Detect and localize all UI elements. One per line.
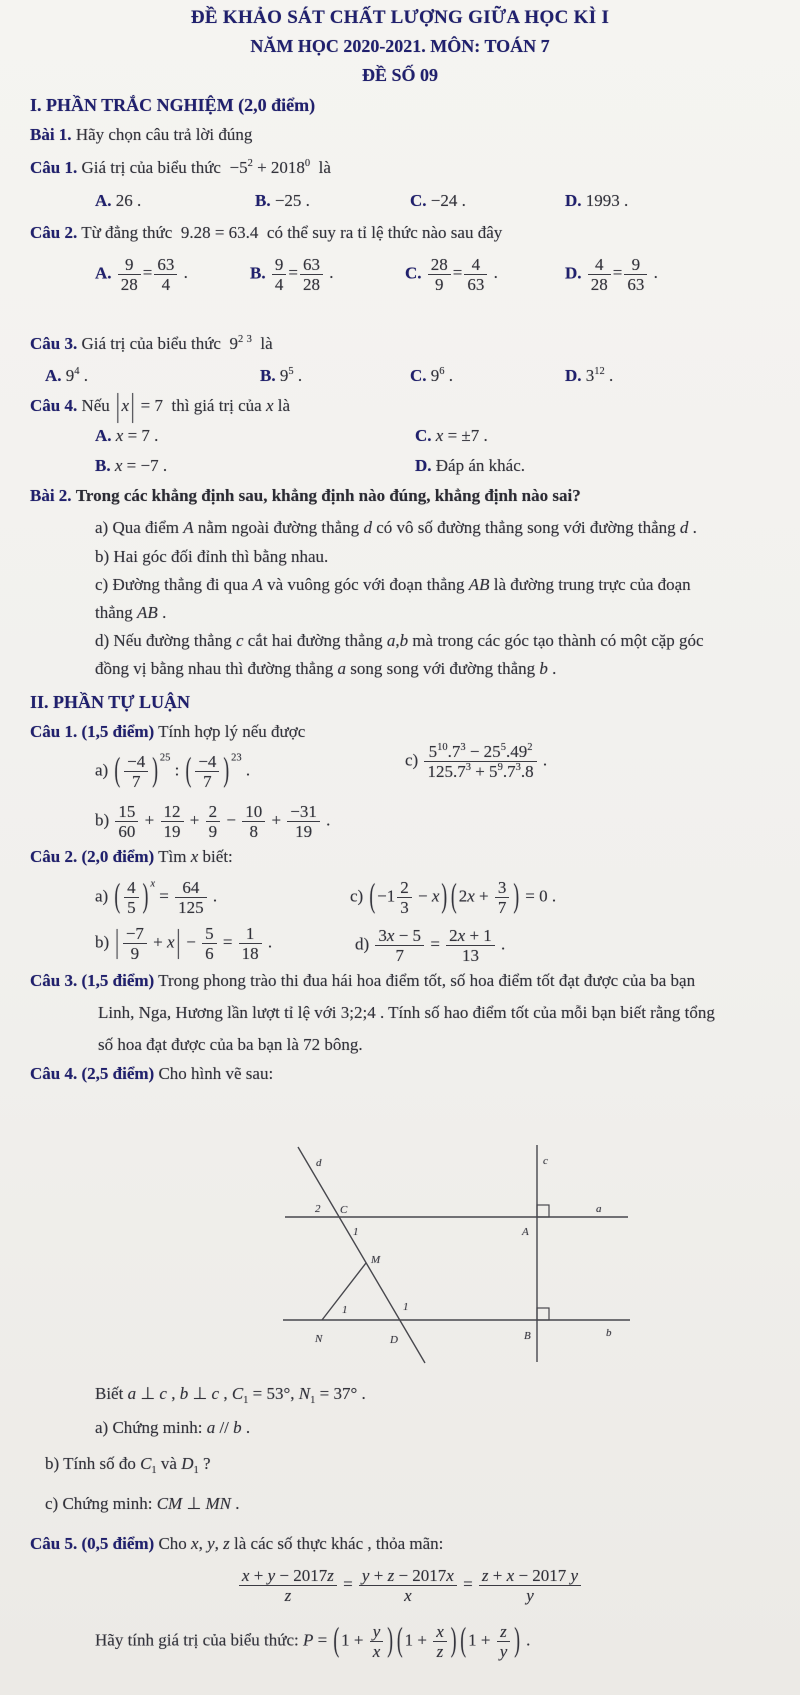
q2-option-c xyxy=(405,255,498,294)
figure-canvas xyxy=(260,1080,660,1370)
q1-option-b-key: B. xyxy=(255,191,271,210)
q3-option-c-key: C. xyxy=(410,366,427,385)
essay-q3-label: Câu 3. (1,5 điểm) xyxy=(30,971,155,990)
question-1-text: Giá trị của biểu thức $-5^2 + 2018^0$ là xyxy=(81,158,331,177)
essay-q3-line2: Linh, Nga, Hương lần lượt tỉ lệ với 3;2;4 . Tính số hao điểm tốt của mỗi bạn biết rằng tổng xyxy=(98,1003,715,1022)
q1-option-c xyxy=(410,190,466,211)
q1-option-d-value: 1993 . xyxy=(585,191,629,210)
question-4-stem xyxy=(30,387,291,424)
q3-option-d-value: $3^{12}$ . xyxy=(585,366,614,385)
question-4-text: Nếu | x | = 7 thì giá trị của x là xyxy=(81,387,291,424)
essay-q5-expression: Hãy tính giá trị của biểu thức: P = ( 1 + $\frac{y}{x}$ ) ( 1 + $\frac{x}{z}$ ) ( 1 + $\frac{z}{y}$ ) . xyxy=(95,1620,531,1662)
essay-q4-given: Biết a ⊥ c , b ⊥ c , $C_1 = 53^\circ$, $N_1 = 37^\circ$ . xyxy=(95,1384,366,1406)
figure-label-angle-c1: 1 xyxy=(353,1226,359,1238)
essay-q1-part-a: a) ( $\frac{-4}{7}$ ) $^{25}$ : ( $\frac{-4}{7}$ ) $^{23}$ . xyxy=(95,750,251,792)
bai2-line xyxy=(30,485,581,506)
q2-option-c-value: $\frac{28}{9}$ = $\frac{4}{63}$ . xyxy=(426,263,498,282)
right-angle-marker-b xyxy=(537,1308,549,1320)
section-1-heading: I. PHẦN TRẮC NGHIỆM (2,0 điểm) xyxy=(30,95,316,115)
q4-option-a xyxy=(95,425,158,446)
bai2-item-d-cont: đồng vị bằng nhau thì đường thẳng a song song với đường thẳng b . xyxy=(95,659,557,678)
essay-q5-stem xyxy=(30,1533,443,1554)
question-1-stem xyxy=(30,157,331,178)
q2-option-d-key: D. xyxy=(565,263,582,283)
essay-q2-stem xyxy=(30,846,233,867)
exam-title-line1: ĐỀ KHẢO SÁT CHẤT LƯỢNG GIỮA HỌC KÌ I xyxy=(190,7,610,28)
bai2-item-c-cont: thẳng AB . xyxy=(95,603,167,622)
question-1-label: Câu 1. xyxy=(30,158,78,177)
q2-option-c-key: C. xyxy=(405,263,422,283)
essay-q4-part-b: b) Tính số đo $C_1$ và $D_1$ ? xyxy=(45,1454,211,1476)
bai2-text: Trong các khẳng định sau, khẳng định nào đúng, khẳng định nào sai? xyxy=(75,486,581,505)
essay-q2-text: Tìm x biết: xyxy=(158,847,233,866)
essay-q3-line3: số hoa đạt được của ba bạn là 72 bông. xyxy=(98,1035,363,1054)
figure-label-angle-d1: 1 xyxy=(403,1301,409,1313)
figure-label-point-c: C xyxy=(340,1204,348,1216)
bai2-label: Bài 2. xyxy=(30,486,72,505)
q3-option-a-key: A. xyxy=(45,366,62,385)
q3-option-a xyxy=(45,365,88,386)
question-2-label: Câu 2. xyxy=(30,223,78,242)
essay-q5-text: Cho x, y, z là các số thực khác , thỏa mãn: xyxy=(158,1534,444,1553)
essay-q2-part-b: b) | $\frac{-7}{9}$ + x | − $\frac{5}{6}$ = $\frac{1}{18}$ . xyxy=(95,923,273,964)
figure-label-line-c: c xyxy=(543,1155,548,1167)
section-2-heading: II. PHẦN TỰ LUẬN xyxy=(30,692,191,712)
q4-option-d-value: Đáp án khác. xyxy=(435,456,525,475)
q2-option-d xyxy=(565,255,658,294)
q4-option-a-value: x = 7 . xyxy=(115,426,159,445)
essay-q1-part-b: b) $\frac{15}{60}$ + $\frac{12}{19}$ + $\frac{2}{9}$ − $\frac{10}{8}$ + $\frac{-31}{19}$ . xyxy=(95,802,331,842)
figure-label-line-d: d xyxy=(316,1157,322,1169)
exam-title-line2: NĂM HỌC 2020-2021. MÔN: TOÁN 7 xyxy=(250,36,550,56)
q4-option-a-key: A. xyxy=(95,426,112,445)
question-3-label: Câu 3. xyxy=(30,334,78,353)
q3-option-c-value: $9^6$ . xyxy=(430,366,454,385)
q2-option-b-key: B. xyxy=(250,263,266,283)
q1-option-a-key: A. xyxy=(95,191,112,210)
essay-q1-stem xyxy=(30,721,305,742)
q3-option-b xyxy=(260,365,302,386)
q1-option-b xyxy=(255,190,310,211)
q4-option-c xyxy=(415,425,488,446)
q3-option-c xyxy=(410,365,453,386)
question-2-stem xyxy=(30,222,502,243)
q1-option-c-value: −24 . xyxy=(430,191,466,210)
essay-q2-part-a: a) ( $\frac{4}{5}$ ) $^x$ = $\frac{64}{125}$ . xyxy=(95,876,218,918)
exam-title-line3: ĐỀ SỐ 09 xyxy=(361,65,439,85)
bai1-line xyxy=(30,124,252,145)
q1-option-d-key: D. xyxy=(565,191,582,210)
q1-option-a xyxy=(95,190,141,211)
right-angle-marker-a xyxy=(537,1205,549,1217)
essay-q5-label: Câu 5. (0,5 điểm) xyxy=(30,1534,155,1553)
q3-option-b-key: B. xyxy=(260,366,276,385)
essay-q4-part-a: a) Chứng minh: a // b . xyxy=(95,1418,251,1437)
q4-option-b-key: B. xyxy=(95,456,111,475)
bai1-text: Hãy chọn câu trả lời đúng xyxy=(75,125,253,144)
essay-q4-label: Câu 4. (2,5 điểm) xyxy=(30,1064,155,1083)
bai2-item-b: b) Hai góc đối đỉnh thì bằng nhau. xyxy=(95,547,329,566)
q3-option-d xyxy=(565,365,613,386)
essay-q1-label: Câu 1. (1,5 điểm) xyxy=(30,722,155,741)
q3-option-b-value: $9^5$ . xyxy=(279,366,303,385)
line-d-transversal xyxy=(298,1147,425,1363)
q2-option-b xyxy=(250,255,333,294)
essay-q1-text: Tính hợp lý nếu được xyxy=(158,722,306,741)
figure-label-point-n: N xyxy=(315,1333,323,1345)
q2-option-a-key: A. xyxy=(95,263,112,283)
q2-option-a xyxy=(95,255,188,294)
essay-q2-part-c: c) ( −1 $\frac{2}{3}$ − x ) ( 2x + $\frac{3}{7}$ ) = 0 . xyxy=(350,876,557,918)
q4-option-c-key: C. xyxy=(415,426,432,445)
essay-q3-text1: Trong phong trào thi đua hái hoa điểm tốt, số hoa điểm tốt đạt được của ba bạn xyxy=(158,971,696,990)
q4-option-b-value: x = −7 . xyxy=(114,456,168,475)
essay-q1-part-c: c) $\frac{5^{10}.7^3 - 25^5.49^2}{125.7^3 + 5^9.7^3.8}$ . xyxy=(405,742,548,782)
bai2-item-d: d) Nếu đường thẳng c cắt hai đường thẳng a,b mà trong các góc tạo thành có một cặp góc xyxy=(95,631,704,650)
q2-option-d-value: $\frac{4}{28}$ = $\frac{9}{63}$ . xyxy=(586,263,658,282)
figure-label-angle-2: 2 xyxy=(315,1203,321,1215)
q2-option-a-value: $\frac{9}{28}$ = $\frac{63}{4}$ . xyxy=(116,263,188,282)
q1-option-a-value: 26 . xyxy=(115,191,142,210)
q1-option-d xyxy=(565,190,628,211)
figure-label-angle-n1: 1 xyxy=(342,1304,348,1316)
bai2-item-c: c) Đường thẳng đi qua A và vuông góc với đoạn thẳng AB là đường trung trực của đoạn xyxy=(95,575,691,594)
q3-option-d-key: D. xyxy=(565,366,582,385)
q2-option-b-value: $\frac{9}{4}$ = $\frac{63}{28}$ . xyxy=(270,263,334,282)
figure-label-point-a: A xyxy=(522,1226,529,1238)
q4-option-c-value: x = ±7 . xyxy=(435,426,488,445)
question-3-stem xyxy=(30,333,273,354)
essay-q4-text: Cho hình vẽ sau: xyxy=(158,1064,274,1083)
q4-option-b xyxy=(95,455,167,476)
bai1-label: Bài 1. xyxy=(30,125,72,144)
figure-label-point-m: M xyxy=(371,1254,381,1266)
figure-label-line-b: b xyxy=(606,1327,612,1339)
essay-q5-equation: $\frac{x + y - 2017z}{z}$ = $\frac{y + z - 2017x}{x}$ = $\frac{z + x - 2017 y}{y}$ xyxy=(60,1566,760,1605)
essay-q2-label: Câu 2. (2,0 điểm) xyxy=(30,847,155,866)
q4-option-d xyxy=(415,455,525,476)
figure-label-point-b: B xyxy=(524,1330,531,1342)
question-3-text: Giá trị của biểu thức $9^2$ $^3$ là xyxy=(81,334,273,353)
geometry-figure xyxy=(260,1080,660,1375)
question-4-label: Câu 4. xyxy=(30,396,78,415)
bai2-item-a: a) Qua điểm A nằm ngoài đường thẳng d có vô số đường thẳng song với đường thẳng d . xyxy=(95,518,697,537)
essay-q3-line1 xyxy=(30,970,695,991)
question-2-text: Từ đẳng thức 9.28 = 63.4 có thể suy ra tỉ lệ thức nào sau đây xyxy=(81,223,503,242)
essay-q4-part-c: c) Chứng minh: CM ⊥ MN . xyxy=(45,1494,240,1513)
q1-option-b-value: −25 . xyxy=(274,191,310,210)
figure-label-point-d: D xyxy=(390,1334,398,1346)
essay-q2-part-d: d) $\frac{3x - 5}{7}$ = $\frac{2x + 1}{13}$ . xyxy=(355,926,506,966)
figure-label-line-a: a xyxy=(596,1203,602,1215)
q3-option-a-value: $9^4$ . xyxy=(65,366,89,385)
essay-q4-stem xyxy=(30,1063,273,1084)
q4-option-d-key: D. xyxy=(415,456,432,475)
q1-option-c-key: C. xyxy=(410,191,427,210)
